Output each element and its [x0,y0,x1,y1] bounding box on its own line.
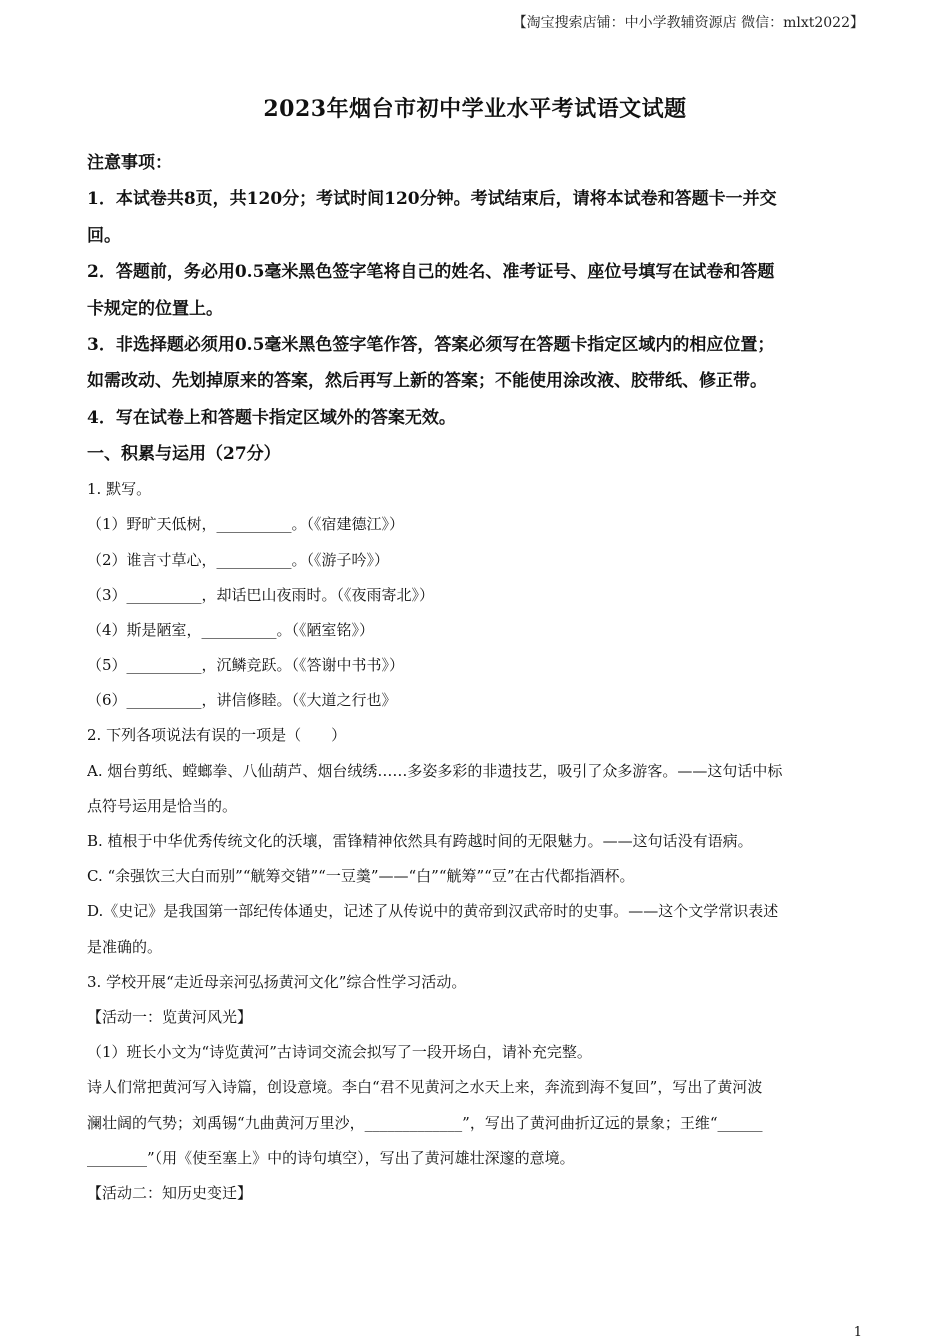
activity-heading: 【活动二：知历史变迁】 [87,1183,253,1202]
question-3 [87,965,863,1211]
notice-heading: 注意事项： [87,153,172,173]
notice-line: 3．非选择题必须用0.5毫米黑色签字笔作答，答案必须写在答题卡指定区域内的相应位置； [87,334,775,355]
question-1 [87,472,863,718]
notice-block [87,145,863,436]
notice-line: 回。 [87,225,121,246]
sub-question: （1）班长小文为“诗览黄河”古诗词交流会拟写了一段开场白，请补充完整。 [87,1043,592,1062]
question-option: D.《史记》是我国第一部纪传体通史，记述了从传说中的黄帝到汉武帝时的史事。——这个文学常识表述 [87,902,779,921]
notice-line: 2．答题前，务必用0.5毫米黑色签字笔将自己的姓名、准考证号、座位号填写在试卷和答题 [87,262,775,283]
header-shop-note: 【淘宝搜索店铺：中小学教辅资源店 微信：mlxt2022】 [512,15,864,31]
question-2 [87,718,863,964]
document-body [87,145,863,1211]
section-heading: 一、积累与运用（27分） [87,444,281,465]
passage-line: ________”（用《使至塞上》中的诗句填空），写出了黄河雄壮深邃的意境。 [87,1148,575,1167]
question-item: （4）斯是陋室，__________。（《陋室铭》） [87,620,375,639]
question-option: B. 植根于中华优秀传统文化的沃壤，雷锋精神依然具有跨越时间的无限魅力。——这句话没有语病。 [87,832,753,850]
notice-line: 1．本试卷共8页，共120分；考试时间120分钟。考试结束后，请将本试卷和答题卡一并交 [87,189,777,210]
question-option: A. 烟台剪纸、螳螂拳、八仙葫芦、烟台绒绣……多姿多彩的非遗技艺，吸引了众多游客。——这句话中标 [87,761,783,780]
page-number: 1 [853,1325,862,1340]
question-item: （6）__________，讲信修睦。（《大道之行也》 [87,691,397,710]
notice-line: 卡规定的位置上。 [87,298,223,319]
activity-heading: 【活动一：览黄河风光】 [87,1007,253,1026]
question-stem: 3. 学校开展“走近母亲河弘扬黄河文化”综合性学习活动。 [87,972,467,991]
question-item: （5）__________，沉鳞竞跃。（《答谢中书书》） [87,656,405,675]
notice-line: 4．写在试卷上和答题卡指定区域外的答案无效。 [87,407,456,428]
question-option: 点符号运用是恰当的。 [87,796,238,815]
question-item: （3）__________，却话巴山夜雨时。（《夜雨寄北》） [87,585,435,604]
notice-line: 如需改动、先划掉原来的答案，然后再写上新的答案；不能使用涂改液、胶带纸、修正带。 [87,371,767,392]
passage-line: 诗人们常把黄河写入诗篇，创设意境。李白“君不见黄河之水天上来，奔流到海不复回”，写出了黄河波 [87,1078,763,1097]
question-option: 是准确的。 [87,937,163,956]
question-stem: 1. 默写。 [87,480,152,499]
question-stem: 2. 下列各项说法有误的一项是（ ） [87,726,347,745]
question-item: （2）谁言寸草心，__________。（《游子吟》） [87,550,390,569]
page-title: 2023年烟台市初中学业水平考试语文试题 [263,96,687,122]
question-item: （1）野旷天低树，__________。（《宿建德江》） [87,515,405,534]
passage-line: 澜壮阔的气势；刘禹锡“九曲黄河万里沙，_____________”，写出了黄河曲折辽远的景象；王维“______ [87,1113,763,1132]
question-option: C. “余强饮三大白而别”“觥筹交错”“一豆羹”——“白”“觥筹”“豆”在古代都指酒杯。 [87,867,635,886]
